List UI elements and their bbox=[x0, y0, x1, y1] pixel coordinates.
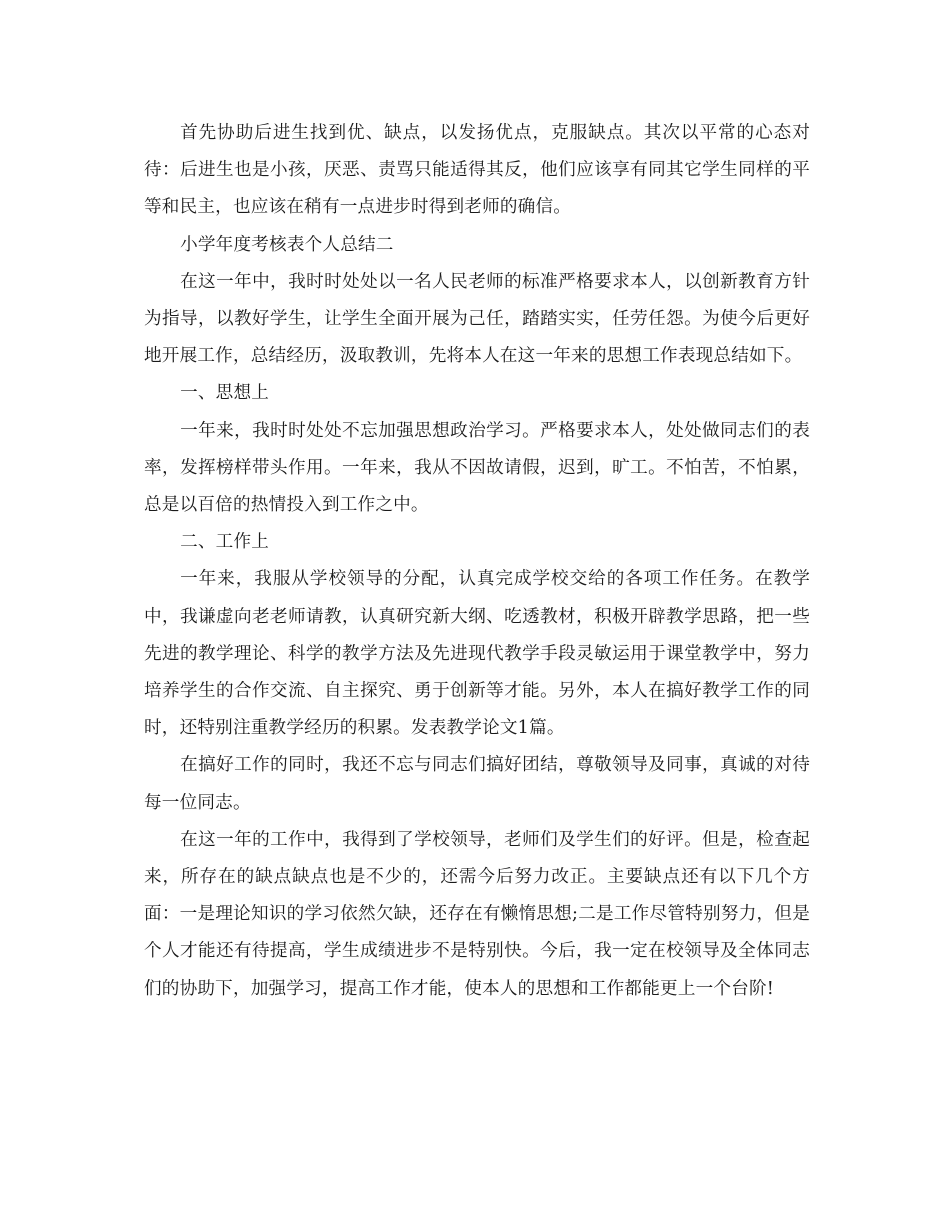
paragraph-work: 一年来，我服从学校领导的分配，认真完成学校交给的各项工作任务。在教学中，我谦虚向老老师请教，认真研究新大纲、吃透教材，积极开辟教学思路，把一些先进的教学理论、科学的教学方法及先进现代教学手段灵敏运用于课堂教学中，努力培养学生的合作交流、自主探究、勇于创新等才能。另外，本人在搞好教学工作的同时，还特别注重教学经历的积累。发表教学论文1篇。 bbox=[144, 569, 810, 739]
document-body bbox=[144, 115, 810, 1008]
paragraph-conclusion: 在这一年的工作中，我得到了学校领导，老师们及学生们的好评。但是，检查起来，所存在的缺点缺点也是不少的，还需今后努力改正。主要缺点还有以下几个方面：一是理论知识的学习依然欠缺，还存在有懒惰思想;二是工作尽管特别努力，但是个人才能还有待提高，学生成绩进步不是特别快。今后，我一定在校领导及全体同志们的协助下，加强学习，提高工作才能，使本人的思想和工作都能更上一个台阶! bbox=[144, 829, 810, 999]
heading-work: 二、工作上 bbox=[180, 532, 270, 553]
heading-thought: 一、思想上 bbox=[180, 383, 270, 404]
paragraph-thought: 一年来，我时时处处不忘加强思想政治学习。严格要求本人，处处做同志们的表率，发挥榜样带头作用。一年来，我从不因故请假，迟到，旷工。不怕苦，不怕累，总是以百倍的热情投入到工作之中。 bbox=[144, 420, 810, 516]
section-title: 小学年度考核表个人总结二 bbox=[180, 234, 394, 255]
paragraph-overview: 在这一年中，我时时处处以一名人民老师的标准严格要求本人，以创新教育方针为指导，以教好学生，让学生全面开展为己任，踏踏实实，任劳任怨。为使今后更好地开展工作，总结经历，汲取教训，先将本人在这一年来的思想工作表现总结如下。 bbox=[144, 271, 810, 367]
paragraph-teamwork: 在搞好工作的同时，我还不忘与同志们搞好团结，尊敬领导及同事，真诚的对待每一位同志。 bbox=[144, 755, 810, 813]
paragraph-intro: 首先协助后进生找到优、缺点，以发扬优点，克服缺点。其次以平常的心态对待：后进生也是小孩，厌恶、责骂只能适得其反，他们应该享有同其它学生同样的平等和民主，也应该在稍有一点进步时得到老师的确信。 bbox=[144, 123, 810, 218]
